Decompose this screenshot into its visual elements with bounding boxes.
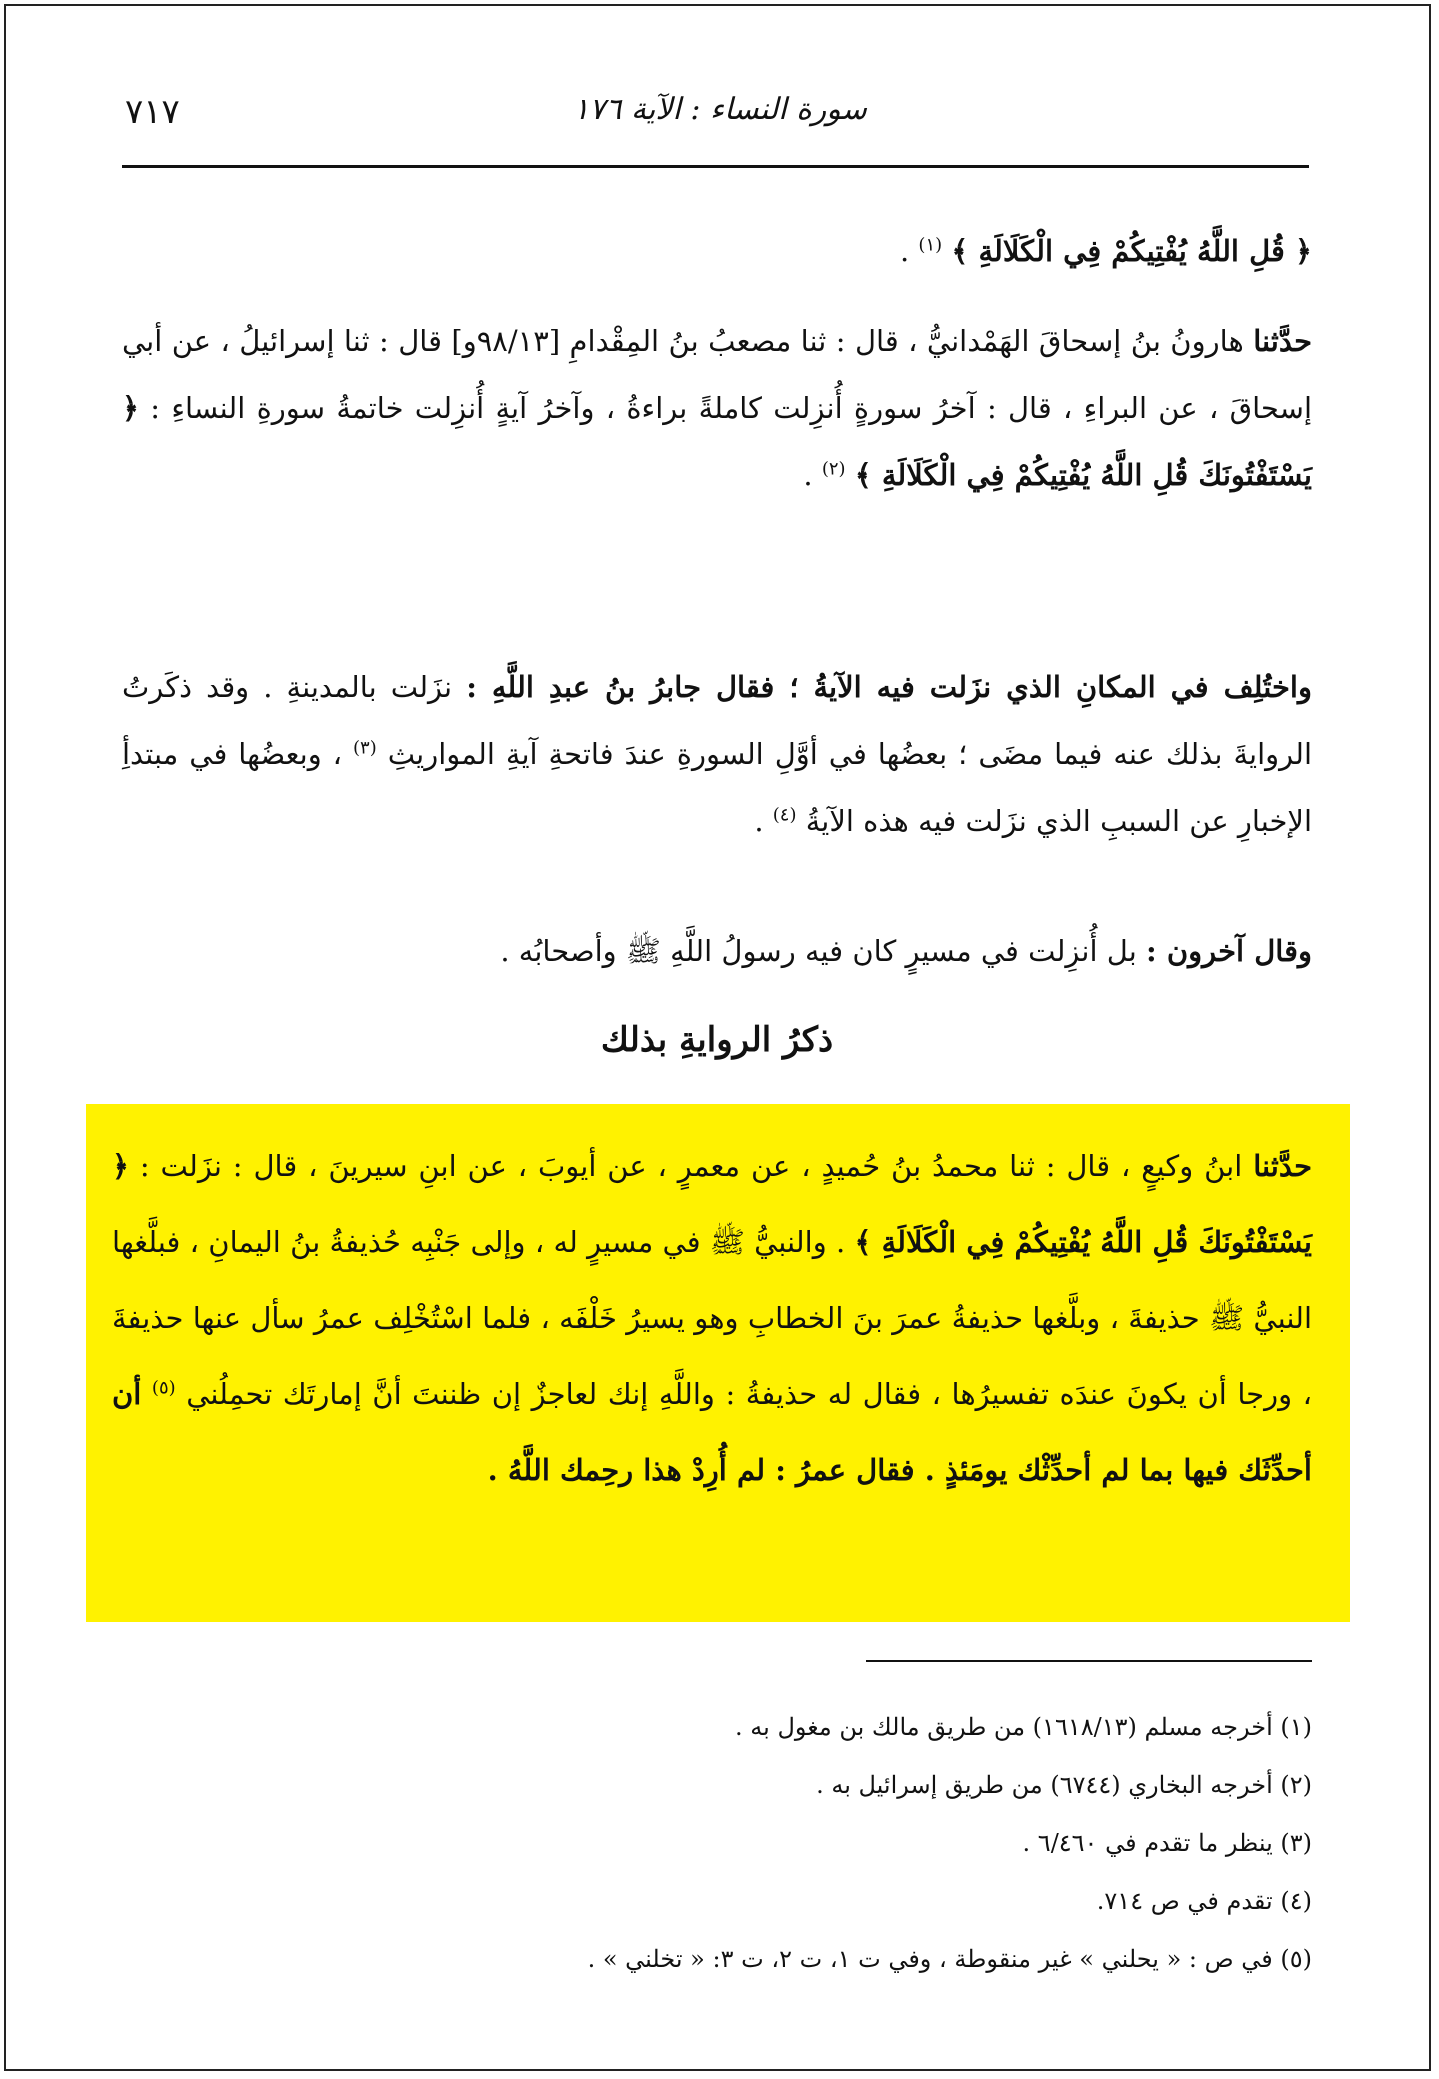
hl-text1: ابنُ وكيعٍ ، قال : ثنا محمدُ بنُ حُميدٍ ، عن معمرٍ ، عن أيوبَ ، عن ابنِ سيرينَ ، قال : نزَلت : bbox=[139, 1149, 1243, 1183]
para1-text: هارونُ بنُ إسحاقَ الهَمْدانيُّ ، قال : ثنا مصعبُ بنُ المِقْدامِ [٩٨/١٣و] قال : ثنا إسرائيلُ ، عن أبي إسحاقَ ، عن البراءِ ، قال : آخرُ سورةٍ أُنزِلت كاملةً براءةُ ، وآخرُ آيةٍ أُنزِلت خاتمةُ سورةِ النساءِ : bbox=[122, 324, 1312, 425]
footnote-ref-4: (٤) bbox=[772, 804, 797, 826]
footnote-2: (٢) أخرجه البخاري (٦٧٤٤) من طريق إسرائيل به . bbox=[816, 1771, 1312, 1799]
para1-end: . bbox=[803, 458, 813, 492]
para1-lead: حدَّثنا bbox=[1253, 324, 1312, 358]
footnote-rule bbox=[866, 1660, 1312, 1662]
paragraph-2 bbox=[122, 654, 1312, 855]
para3-text: بل أُنزِلت في مسيرٍ كان فيه رسولُ اللَّهِ ﷺ وأصحابُه . bbox=[500, 934, 1137, 968]
hl-text2: . والنبيُّ ﷺ في مسيرٍ له ، وإلى جَنْبِه حُذيفةُ بنُ اليمانِ ، فبلَّغها النبيُّ ﷺ حذيفةَ ، وبلَّغها حذيفةُ عمرَ بنَ الخطابِ وهو يسيرُ خَلْفَه ، فلما اسْتُخْلِف عمرُ سأل عنها حذيفةَ ، ورجا أن يكونَ عندَه تفسيرُها ، فقال له حذيفةُ : واللَّهِ إنك لعاجزٌ إن ظننتَ أنَّ إمارتَك تحمِلُني bbox=[112, 1225, 1313, 1411]
para3-lead: وقال آخرون : bbox=[1146, 934, 1312, 968]
para2-text: نزَلت بالمدينةِ . وقد ذكَرتُ الروايةَ بذلك عنه فيما مضَى ؛ بعضُها في أوَّلِ السورةِ عندَ فاتحةِ آيةِ المواريثِ bbox=[122, 670, 1313, 771]
hl-quote: ﴿ يَسْتَفْتُونَكَ قُلِ اللَّهُ يُفْتِيكُمْ فِي الْكَلَالَةِ ﴾ bbox=[112, 1149, 1313, 1259]
footnote-3: (٣) ينظر ما تقدم في ٦/٤٦٠ . bbox=[1022, 1829, 1312, 1857]
para2-end: . bbox=[754, 804, 764, 838]
section-heading: ذكرُ الروايةِ بذلك bbox=[600, 1020, 834, 1060]
running-header-title: سورة النساء : الآية ١٧٦ bbox=[573, 92, 867, 127]
page-number: ٧١٧ bbox=[125, 92, 180, 132]
hl-text3: أن أحدِّثَك فيها بما لم أحدِّثْك يومَئذٍ . فقال عمرُ : لم أُرِدْ هذا رحِمك اللَّهُ . bbox=[112, 1377, 1312, 1487]
footnote-ref-1: (١) bbox=[918, 234, 943, 256]
footnote-ref-5: (٥) bbox=[151, 1377, 176, 1399]
verse-end: . bbox=[899, 234, 910, 268]
para2-lead: واختُلِف في المكانِ الذي نزَلت فيه الآيةُ ؛ فقال جابرُ بنُ عبدِ اللَّهِ : bbox=[466, 670, 1312, 704]
footnote-4: (٤) تقدم في ص ٧١٤. bbox=[1096, 1887, 1312, 1915]
verse-line bbox=[122, 218, 1312, 285]
header-rule bbox=[122, 165, 1309, 168]
footnote-1: (١) أخرجه مسلم (١٦١٨/١٣) من طريق مالك بن مغول به . bbox=[735, 1713, 1312, 1741]
highlighted-paragraph bbox=[112, 1128, 1312, 1508]
paragraph-3 bbox=[122, 918, 1312, 985]
verse-text: ﴿ قُلِ اللَّهُ يُفْتِيكُمْ فِي الْكَلَالَةِ ﴾ bbox=[951, 234, 1312, 268]
paragraph-1 bbox=[122, 308, 1312, 509]
para1-quote: ﴿ يَسْتَفْتُونَكَ قُلِ اللَّهُ يُفْتِيكُمْ فِي الْكَلَالَةِ ﴾ bbox=[122, 391, 1312, 492]
footnote-ref-3: (٣) bbox=[353, 737, 377, 759]
hl-lead: حدَّثنا bbox=[1253, 1149, 1313, 1183]
footnote-5: (٥) في ص : « يحلني » غير منقوطة ، وفي ت ١، ت ٢، ت ٣: « تخلني » . bbox=[587, 1945, 1312, 1973]
para2-text2: ، وبعضُها في مبتدأِ الإخبارِ عن السببِ الذي نزَلت فيه هذه الآيةُ bbox=[122, 737, 1312, 838]
footnote-ref-2: (٢) bbox=[821, 458, 846, 480]
